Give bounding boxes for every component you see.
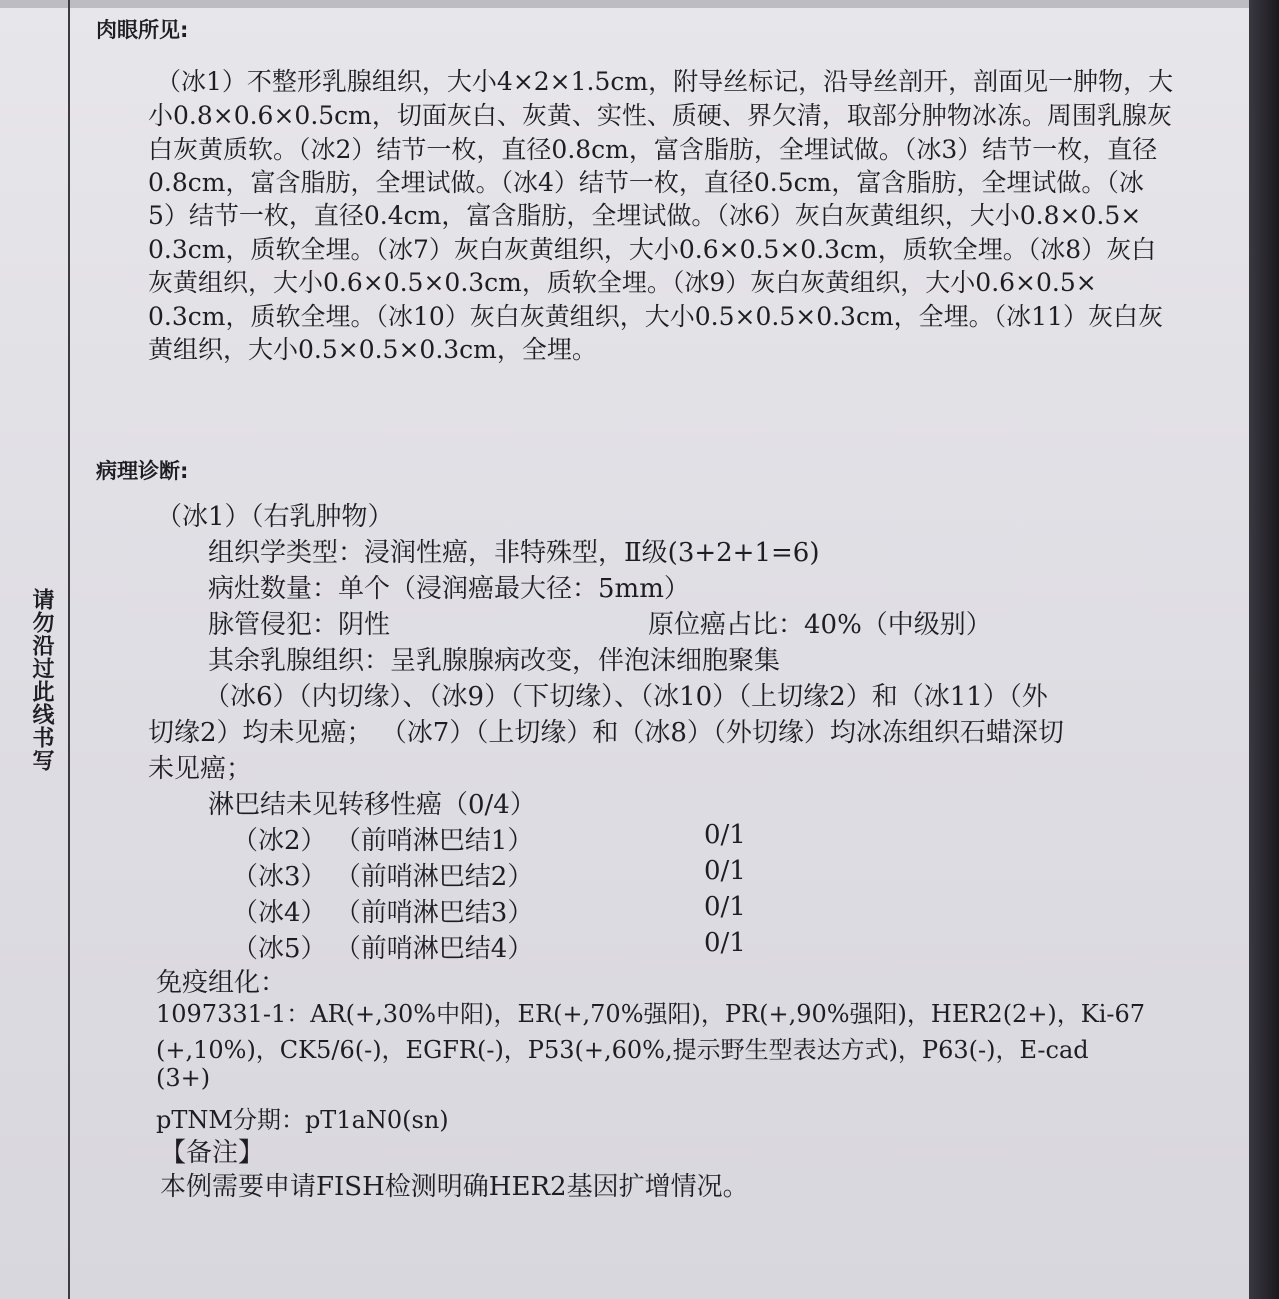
specimen-label: （冰1）（右乳肿物） xyxy=(156,502,394,532)
page-top-edge xyxy=(0,0,1279,8)
margins-line: 切缘2）均未见癌； （冰7）（上切缘）和（冰8）（外切缘）均冰冻组织石蜡深切 xyxy=(148,718,1064,748)
ihc-line: 1097331-1：AR(+,30%中阳)，ER(+,70%强阳)，PR(+,90%强阳)，HER2(2+)，Ki-67 xyxy=(156,1000,1146,1028)
page-right-shadow xyxy=(1249,0,1279,1299)
insitu-proportion: 原位癌占比：40%（中级别） xyxy=(648,610,992,640)
ihc-line: (3+) xyxy=(156,1064,211,1092)
remaining-tissue: 其余乳腺组织：呈乳腺腺病改变，伴泡沫细胞聚集 xyxy=(208,646,781,676)
lymph-node-label: （冰5） （前哨淋巴结4） xyxy=(232,934,534,964)
lymph-node-value: 0/1 xyxy=(704,892,746,922)
ihc-title: 免疫组化： xyxy=(156,968,287,998)
lymph-node-label: （冰3） （前哨淋巴结2） xyxy=(232,862,534,892)
vascular-invasion: 脉管侵犯：阴性 xyxy=(208,610,391,640)
gross-section-title: 肉眼所见: xyxy=(96,18,189,42)
binding-margin-note: 请勿沿过此线书写 xyxy=(29,588,54,772)
margins-line: （冰6）（内切缘）、（冰9）（下切缘）、（冰10）（上切缘2）和（冰11）（外 xyxy=(204,682,1048,712)
lymph-node-value: 0/1 xyxy=(704,820,746,850)
gross-line: 0.3cm，质软全埋。（冰7）灰白灰黄组织，大小0.6×0.5×0.3cm，质软全埋。（冰8）灰白 xyxy=(148,235,1157,264)
margins-line: 未见癌； xyxy=(148,754,253,784)
remark-title: 【备注】 xyxy=(160,1138,265,1168)
lymph-node-summary: 淋巴结未见转移性癌（0/4） xyxy=(208,790,536,820)
histology-type: 组织学类型：浸润性癌，非特殊型，Ⅱ级(3+2+1=6) xyxy=(208,538,820,568)
gross-line: 5）结节一枚，直径0.4cm，富含脂肪，全埋试做。（冰6）灰白灰黄组织，大小0.8×0.5× xyxy=(148,201,1142,230)
ihc-line: (+,10%)，CK5/6(-)，EGFR(-)，P53(+,60%,提示野生型表达方式)，P63(-)，E-cad xyxy=(156,1036,1089,1064)
diagnosis-section-title: 病理诊断: xyxy=(96,459,189,483)
gross-line: 小0.8×0.6×0.5cm，切面灰白、灰黄、实性、质硬、界欠清，取部分肿物冰冻。周围乳腺灰 xyxy=(148,101,1172,130)
gross-line: 0.8cm，富含脂肪，全埋试做。（冰4）结节一枚，直径0.5cm，富含脂肪，全埋试做。（冰 xyxy=(148,168,1144,197)
remark-text: 本例需要申请FISH检测明确HER2基因扩增情况。 xyxy=(160,1172,749,1202)
gross-line: 0.3cm，质软全埋。（冰10）灰白灰黄组织，大小0.5×0.5×0.3cm，全埋。（冰11）灰白灰 xyxy=(148,302,1163,331)
ptnm-stage: pTNM分期：pT1aN0(sn) xyxy=(156,1106,449,1134)
gross-line: 灰黄组织，大小0.6×0.5×0.3cm，质软全埋。（冰9）灰白灰黄组织，大小0.6×0.5× xyxy=(148,268,1097,297)
gross-line: 白灰黄质软。（冰2）结节一枚，直径0.8cm，富含脂肪，全埋试做。（冰3）结节一枚，直径 xyxy=(148,135,1158,164)
lymph-node-value: 0/1 xyxy=(704,856,746,886)
gross-line: （冰1）不整形乳腺组织，大小4×2×1.5cm，附导丝标记，沿导丝剖开，剖面见一肿物，大 xyxy=(156,67,1174,96)
binding-margin-line xyxy=(68,0,70,1299)
gross-line: 黄组织，大小0.5×0.5×0.3cm，全埋。 xyxy=(148,335,597,364)
lesion-count: 病灶数量：单个（浸润癌最大径：5mm） xyxy=(208,574,690,604)
lymph-node-label: （冰2） （前哨淋巴结1） xyxy=(232,826,534,856)
lymph-node-value: 0/1 xyxy=(704,928,746,958)
lymph-node-label: （冰4） （前哨淋巴结3） xyxy=(232,898,534,928)
